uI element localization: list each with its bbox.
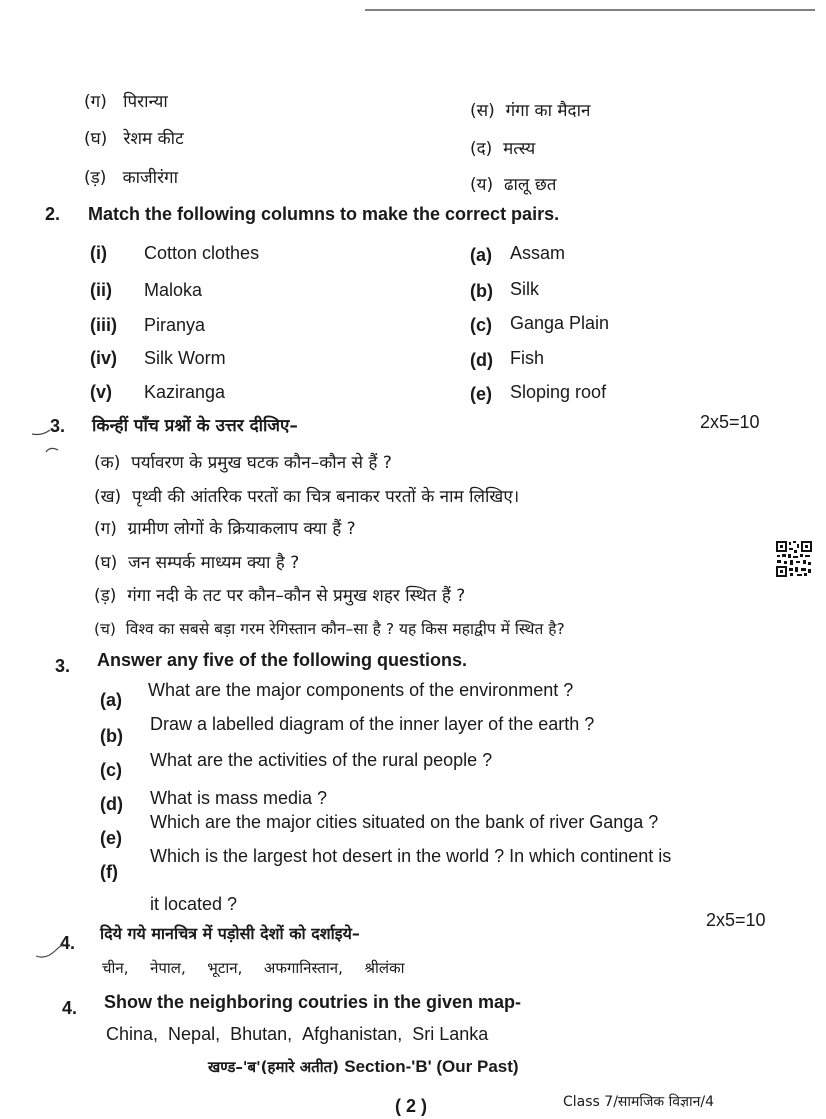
- list-item: (b): [470, 281, 493, 301]
- list-item: Assam: [510, 243, 566, 263]
- question-number: 4.: [60, 933, 76, 953]
- list-item: (iii): [90, 315, 117, 335]
- question-number: 3.: [50, 416, 66, 436]
- list-item: What are the major components of the environment ?: [148, 680, 574, 700]
- list-item: (घ) रेशम कीट: [84, 129, 184, 149]
- list-item: (च) विश्व का सबसे बड़ा गरम रेगिस्तान कौन–सा है ? यह किस महाद्वीप में स्थित है?: [94, 620, 565, 638]
- qr-code-image: [775, 540, 813, 578]
- list-item: (ग) ग्रामीण लोगों के क्रियाकलाप क्या हैं ?: [94, 519, 356, 539]
- list-item: (c): [470, 315, 492, 335]
- scan-top-line: [365, 9, 815, 11]
- page-number: ( 2 ): [395, 1096, 428, 1116]
- list-item: (य) ढालू छत: [470, 175, 557, 195]
- list-item: Cotton clothes: [144, 243, 260, 263]
- marks-label: 2x5=10: [700, 412, 760, 432]
- country-list: China, Nepal, Bhutan, Afghanistan, Sri Lanka: [106, 1024, 489, 1044]
- list-item-continuation: it located ?: [150, 894, 238, 914]
- list-item: (ड़) काजीरंगा: [84, 168, 178, 188]
- country-list: चीन, नेपाल, भूटान, अफगानिस्तान, श्रीलंका: [102, 959, 405, 977]
- list-item: (v): [90, 382, 112, 402]
- list-item: What are the activities of the rural people ?: [150, 750, 493, 770]
- question-number: 2.: [45, 204, 61, 224]
- question-title: Show the neighboring coutries in the given map-: [104, 992, 522, 1012]
- list-item: Maloka: [144, 280, 203, 300]
- question-title: Match the following columns to make the correct pairs.: [88, 204, 560, 224]
- class-code: Class 7/सामजिक विज्ञान/4: [563, 1094, 714, 1110]
- pen-mark: [28, 420, 68, 460]
- list-item: Piranya: [144, 315, 206, 335]
- list-item: (द) मत्स्य: [470, 139, 536, 159]
- list-item: (e): [100, 828, 122, 848]
- list-item: Fish: [510, 348, 545, 368]
- list-item: Ganga Plain: [510, 313, 610, 333]
- list-item: (ख) पृथ्वी की आंतरिक परतों का चित्र बनाकर परतों के नाम लिखिए।: [94, 487, 520, 507]
- list-item: (e): [470, 384, 492, 404]
- list-item: (a): [100, 690, 122, 710]
- list-item: Draw a labelled diagram of the inner layer of the earth ?: [150, 714, 595, 734]
- question-title: दिये गये मानचित्र में पड़ोसी देशों को दर्शाइये–: [100, 924, 360, 943]
- list-item: Silk Worm: [144, 348, 226, 368]
- list-item: (b): [100, 726, 123, 746]
- list-item: (a): [470, 245, 492, 265]
- marks-label: 2x5=10: [706, 910, 766, 930]
- list-item: (d): [100, 794, 123, 814]
- question-number: 3.: [55, 656, 71, 676]
- list-item: Which are the major cities situated on the bank of river Ganga ?: [150, 812, 659, 832]
- section-heading: खण्ड–'ब'(हमारे अतीत) Section-'B' (Our Past): [208, 1057, 519, 1076]
- list-item: (i): [90, 243, 107, 263]
- list-item: (स) गंगा का मैदान: [470, 101, 591, 121]
- list-item: (ड़) गंगा नदी के तट पर कौन–कौन से प्रमुख शहर स्थित हैं ?: [94, 586, 466, 606]
- list-item: (ग) पिरान्या: [84, 92, 168, 112]
- list-item: (f): [100, 862, 118, 882]
- list-item: Which is the largest hot desert in the world ? In which continent is: [150, 846, 672, 866]
- list-item: Sloping roof: [510, 382, 607, 402]
- list-item: (क) पर्यावरण के प्रमुख घटक कौन–कौन से हैं ?: [94, 453, 392, 473]
- list-item: (घ) जन सम्पर्क माध्यम क्या है ?: [94, 553, 300, 573]
- list-item: (iv): [90, 348, 117, 368]
- list-item: (c): [100, 760, 122, 780]
- list-item: Kaziranga: [144, 382, 226, 402]
- pen-mark: [30, 940, 70, 970]
- question-title: Answer any five of the following questions.: [97, 650, 468, 670]
- question-number: 4.: [62, 998, 78, 1018]
- list-item: (ii): [90, 280, 112, 300]
- list-item: What is mass media ?: [150, 788, 328, 808]
- list-item: Silk: [510, 279, 540, 299]
- list-item: (d): [470, 350, 493, 370]
- question-title: किन्हीं पाँच प्रश्नों के उत्तर दीजिए–: [92, 416, 298, 436]
